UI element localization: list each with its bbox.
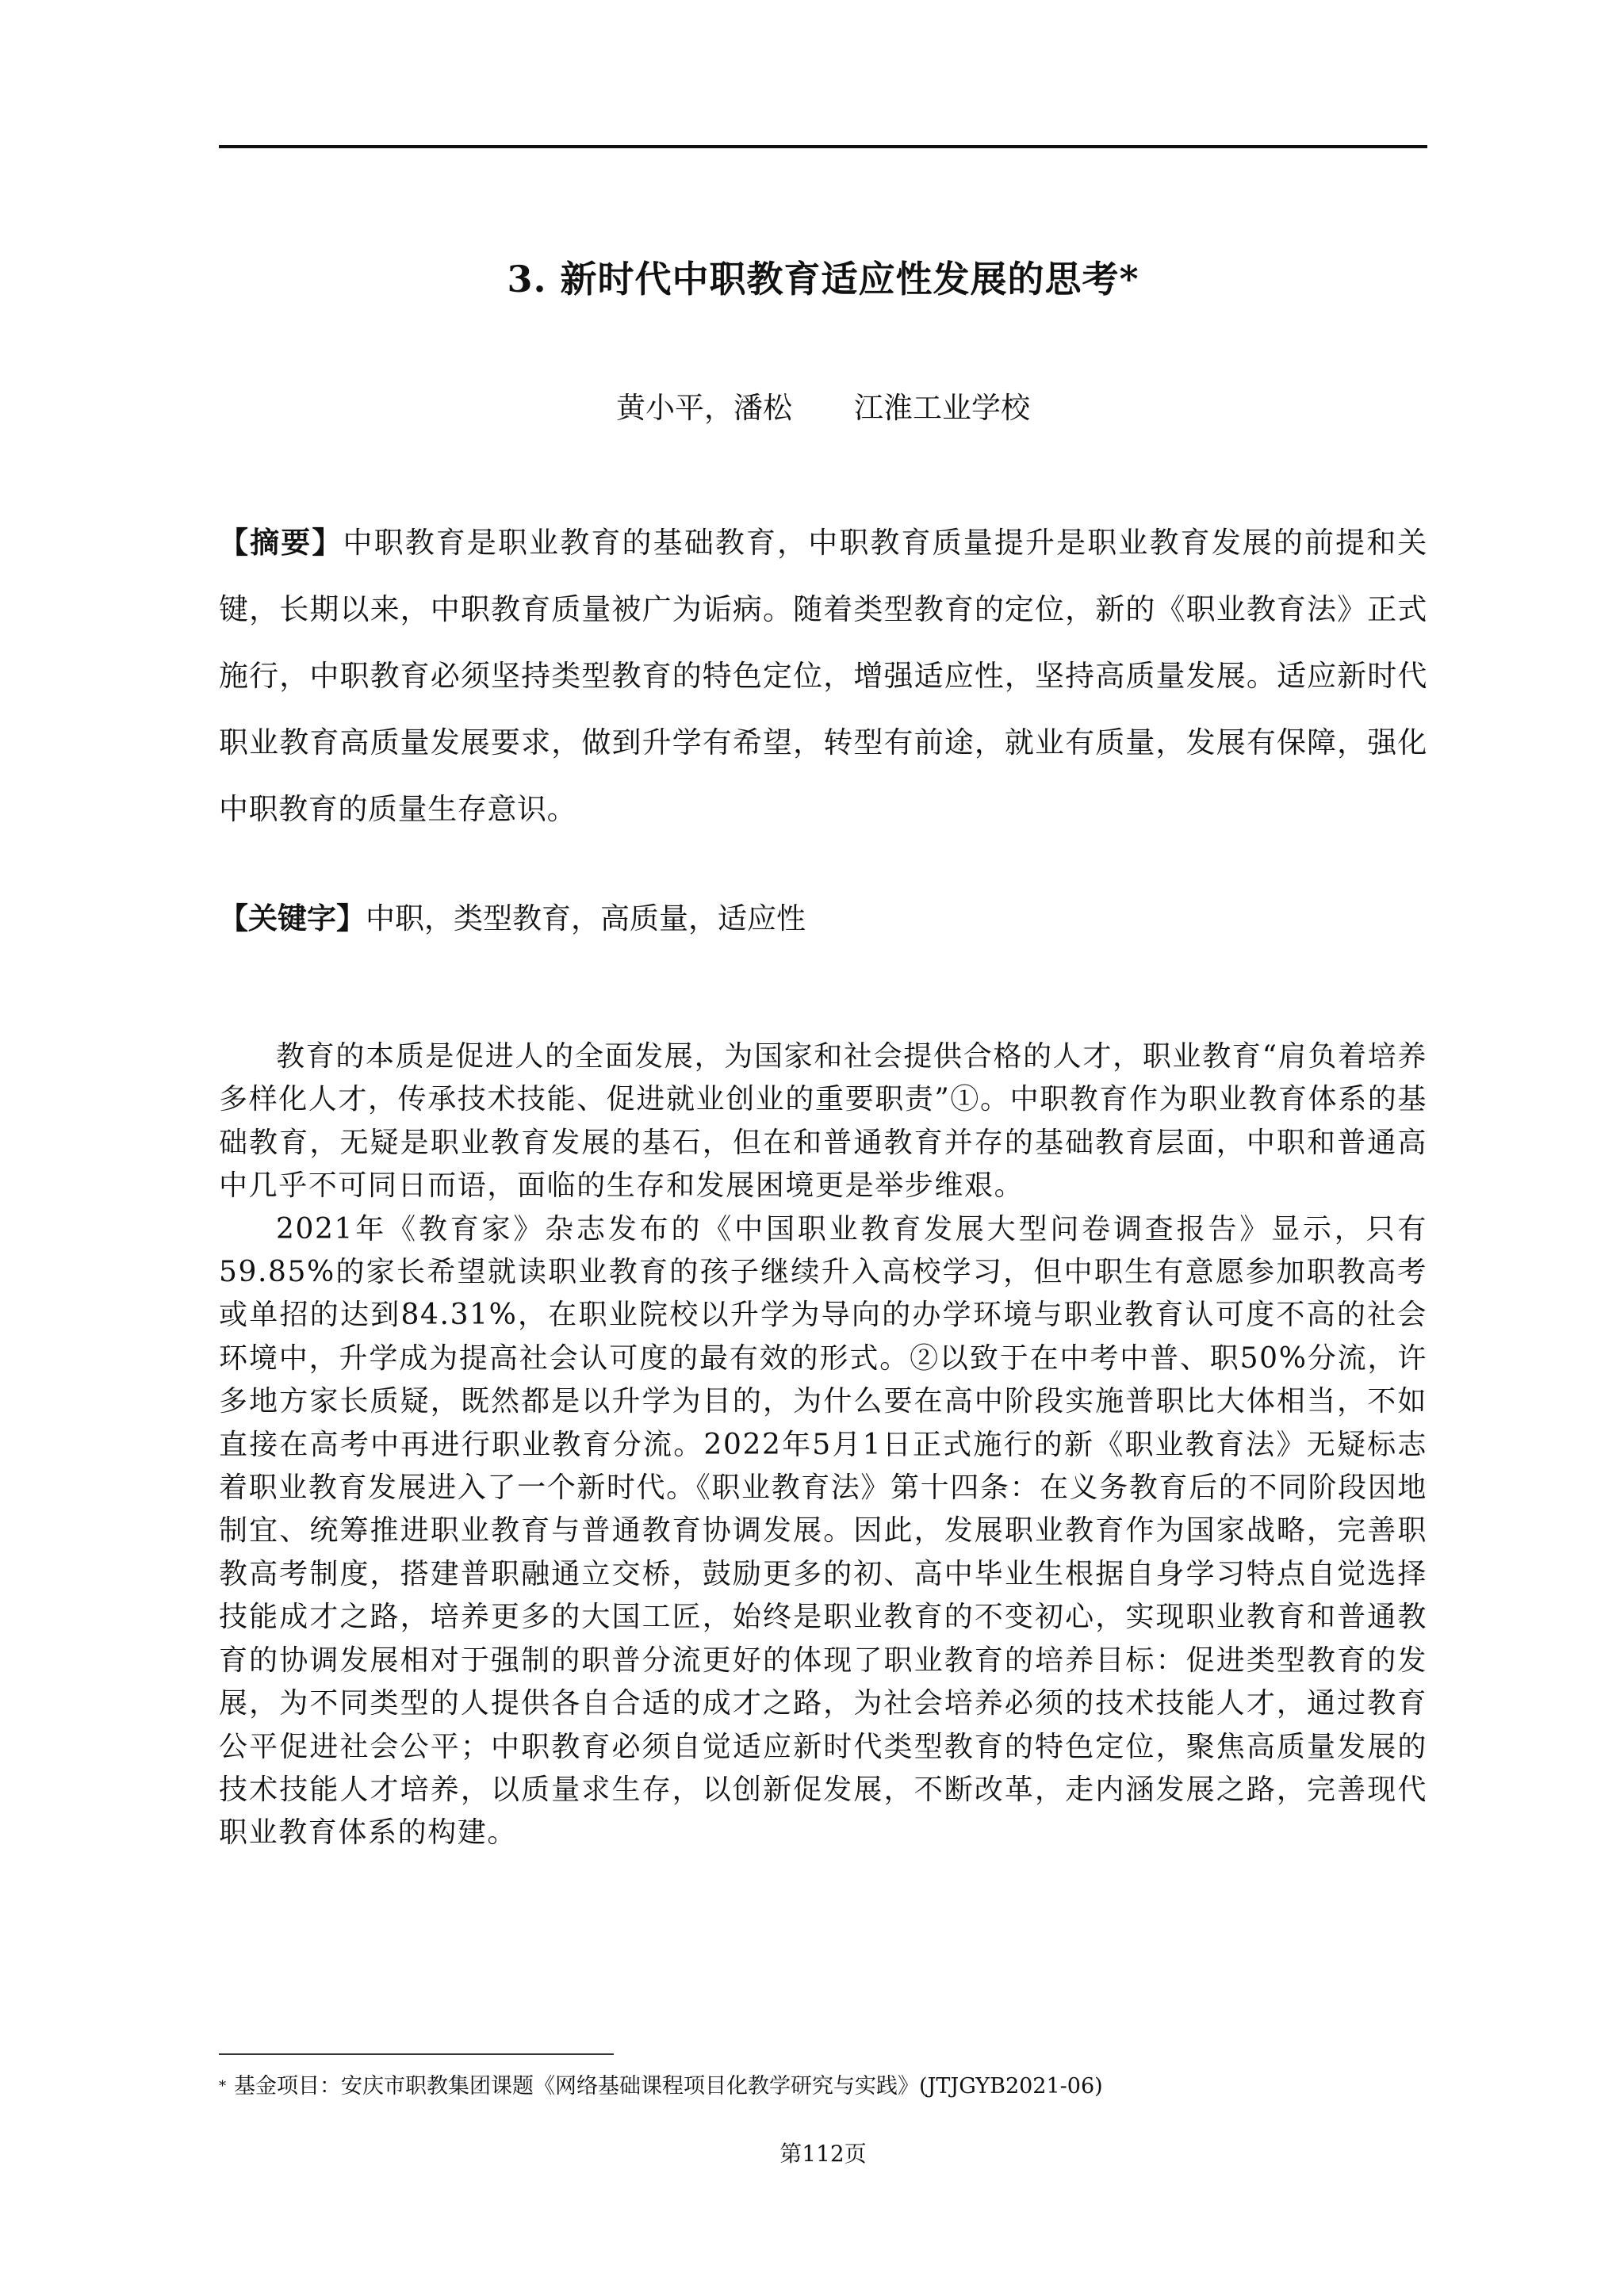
- footnote: [219, 2071, 1427, 2103]
- abstract-label: 【摘要】: [219, 525, 343, 560]
- author-line: [219, 385, 1427, 432]
- footnote-rule: [219, 2053, 614, 2055]
- header-rule: [219, 145, 1427, 148]
- keywords-section: [219, 885, 1427, 952]
- paper-title: 3. 新时代中职教育适应性发展的思考*: [507, 258, 1139, 300]
- body-paragraph-1: 教育的本质是促进人的全面发展，为国家和社会提供合格的人才，职业教育“肩负着培养多样化人才，传承技术技能、促进就业创业的重要职责”①。中职教育作为职业教育体系的基础教育，无疑是职业教育发展的基石，但在和普通教育并存的基础教育层面，中职和普通高中几乎不可同日而语，面临的生存和发展困境更是举步维艰。: [219, 1040, 1428, 1203]
- keywords-label: 【关键字】: [219, 901, 366, 936]
- body-text: [219, 1035, 1427, 1855]
- body-paragraph-2: 2021年《教育家》杂志发布的《中国职业教育发展大型问卷调查报告》显示，只有59.85%的家长希望就读职业教育的孩子继续升入高校学习，但中职生有意愿参加职教高考或单招的达到84.31%，在职业院校以升学为导向的办学环境与职业教育认可度不高的社会环境中，升学成为提高社会认可度的最有效的形式。②以致于在中考中普、职50%分流，许多地方家长质疑，既然都是以升学为目的，为什么要在高中阶段实施普职比大体相当，不如直接在高考中再进行职业教育分流。2022年5月1日正式施行的新《职业教育法》无疑标志着职业教育发展进入了一个新时代。《职业教育法》第十四条：在义务教育后的不同阶段因地制宜、统筹推进职业教育与普通教育协调发展。因此，发展职业教育作为国家战略，完善职教高考制度，搭建普职融通立交桥，鼓励更多的初、高中毕业生根据自身学习特点自觉选择技能成才之路，培养更多的大国工匠，始终是职业教育的不变初心，实现职业教育和普通教育的协调发展相对于强制的职普分流更好的体现了职业教育的培养目标：促进类型教育的发展，为不同类型的人提供各自合适的成才之路，为社会培养必须的技术技能人才，通过教育公平促进社会公平；中职教育必须自觉适应新时代类型教育的特色定位，聚焦高质量发展的技术技能人才培养，以质量求生存，以创新促发展，不断改革，走内涵发展之路，完善现代职业教育体系的构建。: [219, 1212, 1427, 1850]
- page-number: 第112页: [779, 2141, 867, 2167]
- author-affiliation: 江淮工业学校: [854, 391, 1030, 425]
- abstract-text: 中职教育是职业教育的基础教育，中职教育质量提升是职业教育发展的前提和关键，长期以来，中职教育质量被广为诟病。随着类型教育的定位，新的《职业教育法》正式施行，中职教育必须坚持类型教育的特色定位，增强适应性，坚持高质量发展。适应新时代职业教育高质量发展要求，做到升学有希望，转型有前途，就业有质量，发展有保障，强化中职教育的质量生存意识。: [219, 526, 1427, 826]
- keywords-text: 中职，类型教育，高质量，适应性: [366, 901, 806, 936]
- author-names: 黄小平，潘松: [616, 391, 792, 425]
- abstract-section: [219, 509, 1427, 843]
- footnote-mark: *: [219, 2078, 226, 2095]
- footnote-text: 基金项目：安庆市职教集团课题《网络基础课程项目化教学研究与实践》(JTJGYB2021-06): [234, 2074, 1103, 2099]
